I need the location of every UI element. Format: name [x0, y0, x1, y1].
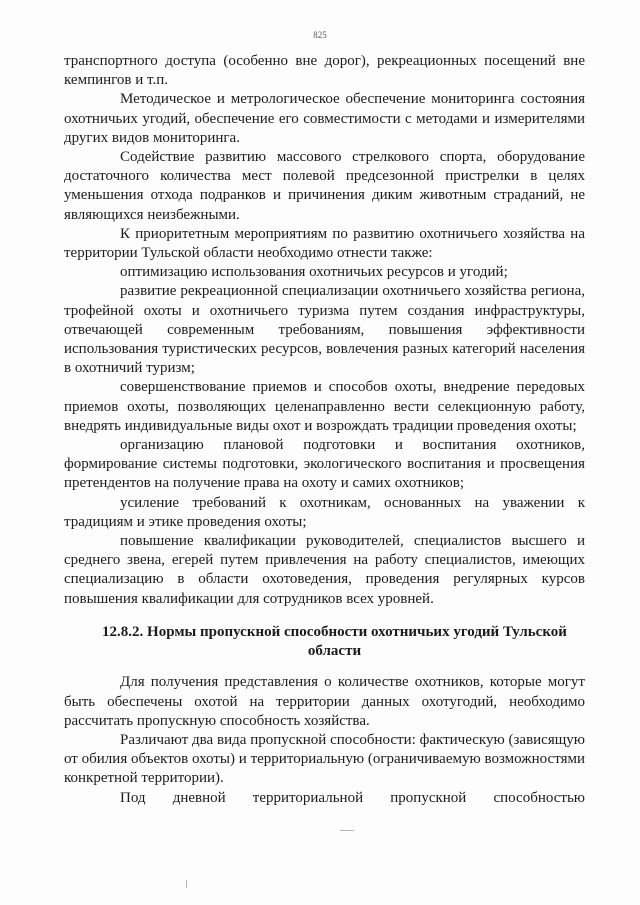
scan-mark [340, 830, 354, 831]
paragraph-priorities-intro: К приоритетным мероприятиям по развитию охотничьего хозяйства на территории Тульской области необходимо отнести также: [64, 225, 585, 262]
page-number: 825 [313, 30, 327, 40]
list-item-training: организацию плановой подготовки и воспитания охотников, формирование системы подготовки, экологического воспитания и просвещения претендентов на получение права на охоту и самих охотников; [64, 437, 585, 492]
section-heading: 12.8.2. Нормы пропускной способности охотничьих угодий Тульской области [102, 623, 567, 660]
paragraph-shooting-sport: Содействие развитию массового стрелкового спорта, оборудование достаточного количества мест полевой предсезонной пристрелки в целях уменьшения отхода подранков и причинения диким животным страданий, не являющихся неизбежными. [64, 149, 585, 223]
paragraph-continuation: транспортного доступа (особенно вне дорог), рекреационных посещений вне кемпингов и т.п. [64, 53, 585, 89]
list-item-requirements: усиление требований к охотникам, основанных на уважении к традициям и этике проведения охоты; [64, 494, 585, 530]
paragraph-monitoring: Методическое и метрологическое обеспечение мониторинга состояния охотничьих угодий, обеспечение его совместимости с методами и измерителями других видов мониторинга. [64, 91, 585, 146]
paragraph-daily-capacity: Под дневной территориальной пропускной способностью [120, 789, 585, 806]
list-item-optimization: оптимизацию использования охотничьих ресурсов и угодий; [120, 264, 508, 281]
list-item-hunting-methods: совершенствование приемов и способов охоты, внедрение передовых приемов охоты, позволяющих целенаправленно вести селекционную работу, внедрять индивидуальные виды охот и возрождать традиции проведения охоты; [64, 379, 585, 434]
paragraph-capacity-types: Различают два вида пропускной способности: фактическую (зависящую от обилия объектов охоты) и территориальную (ограничиваемую возможностями конкретной территории). [64, 731, 585, 787]
list-item-qualification: повышение квалификации руководителей, специалистов высшего и среднего звена, егерей путем привлечения на работу специалистов, имеющих специализацию в области охотоведения, проведения регулярных курсов повышения квалификации для сотрудников всех уровней. [64, 533, 585, 607]
body-text [64, 52, 585, 808]
paragraph-capacity-intro: Для получения представления о количестве охотников, которые могут быть обеспечены охотой на территории данных охотугодий, необходимо рассчитать пропускную способность хозяйства. [64, 674, 585, 729]
list-item-recreation: развитие рекреационной специализации охотничьего хозяйства региона, трофейной охоты и охотничьего туризма путем создания инфраструктуры, отвечающей современным требованиям, повышения эффективности использования туристических ресурсов, вовлечения разных категорий населения в охотничий туризм; [64, 283, 585, 377]
scan-mark [186, 880, 187, 888]
